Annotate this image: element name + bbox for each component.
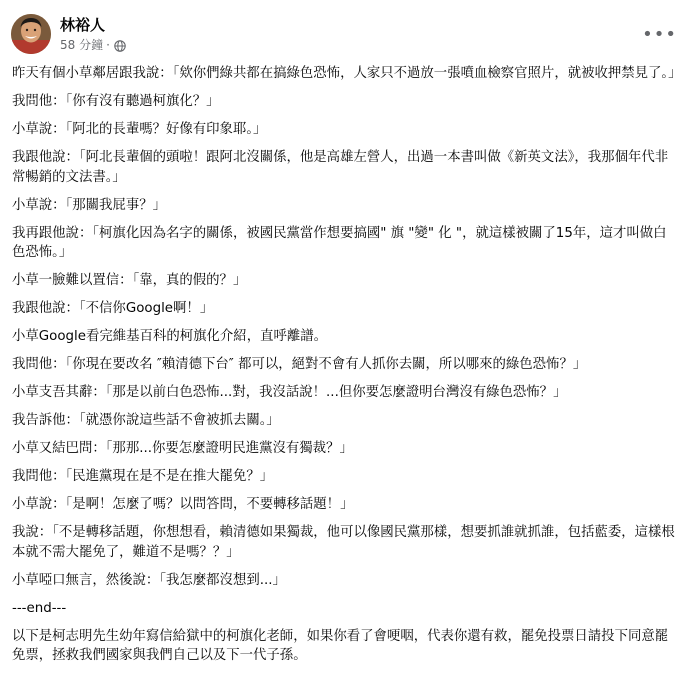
post-paragraph: 小草一臉難以置信：「靠，真的假的？」: [12, 273, 247, 288]
post-divider-text: ---end---: [12, 600, 67, 616]
post-meta: [60, 38, 126, 53]
post-paragraph: 我跟他說：「不信你Google啊！」: [12, 301, 214, 316]
post-paragraph: 昨天有個小草鄰居跟我說：「欸你們綠共都在搞綠色恐怖，人家只不過放一張噴血檢察官照片，就被收押禁見了。」: [12, 66, 682, 81]
post-time[interactable]: 58 分鐘: [60, 38, 104, 52]
post-paragraph: 我再跟他說：「柯旗化因為名字的關係，被國民黨當作想要搞國" 旗 "變" 化 "，就這樣被關了15年，這才叫做白色恐怖。」: [12, 225, 667, 260]
meta-separator: ·: [106, 38, 110, 52]
post-body: [12, 64, 682, 674]
author-name[interactable]: 林裕人: [60, 16, 106, 34]
post-paragraph: 我問他：「民進黨現在是不是在推大罷免？」: [12, 469, 274, 484]
post-paragraph: 小草說：「阿北的長輩嗎？好像有印象耶。」: [12, 122, 267, 137]
post-paragraph: 我問他：「你現在要改名 ″賴清德下台″ 都可以，絕對不會有人抓你去關，所以哪來的綠色恐怖？」: [12, 357, 587, 372]
post-paragraph: 以下是柯志明先生幼年寫信給獄中的柯旗化老師，如果你看了會哽咽，代表你還有救，罷免投票日請投下同意罷免票，拯救我們國家與我們自己以及下一代子孫。: [12, 628, 669, 663]
post-paragraph: 我跟他說：「阿北長輩個的頭啦！跟阿北沒關係，他是高雄左營人，出過一本書叫做《新英文法》，我那個年代非常暢銷的文法書。」: [12, 150, 669, 185]
post-paragraph: 小草說：「是啊！怎麼了嗎？以問答問，不要轉移話題！」: [12, 497, 354, 512]
avatar-image: [11, 14, 51, 54]
post-paragraph: 我問他：「你有沒有聽過柯旗化？」: [12, 94, 220, 109]
post-paragraph: 我告訴他：「就憑你說這些話不會被抓去關。」: [12, 413, 280, 428]
globe-icon[interactable]: [114, 40, 126, 52]
avatar[interactable]: [11, 14, 51, 54]
post-paragraph: 小草Google看完維基百科的柯旗化介紹，直呼離譜。: [12, 329, 328, 344]
post-paragraph: 小草啞口無言，然後說：「我怎麼都沒想到...」: [12, 572, 286, 588]
post-paragraph: 小草支吾其辭：「那是以前白色恐怖...對，我沒話說！...但你要怎麼證明台灣沒有綠色恐怖？」: [12, 385, 567, 400]
post-paragraph: 我說：「不是轉移話題，你想想看，賴清德如果獨裁，他可以像國民黨那樣，想要抓誰就抓誰，包括藍委，這樣根本就不需大罷免了，難道不是嗎？？」: [12, 525, 675, 560]
more-options-icon[interactable]: •••: [642, 24, 677, 45]
post-header: [11, 14, 697, 58]
post-paragraph: 小草說：「那關我屁事？」: [12, 197, 166, 213]
post-paragraph: 小草又結巴問：「那那...你要怎麼證明民進黨沒有獨裁？」: [12, 441, 353, 456]
